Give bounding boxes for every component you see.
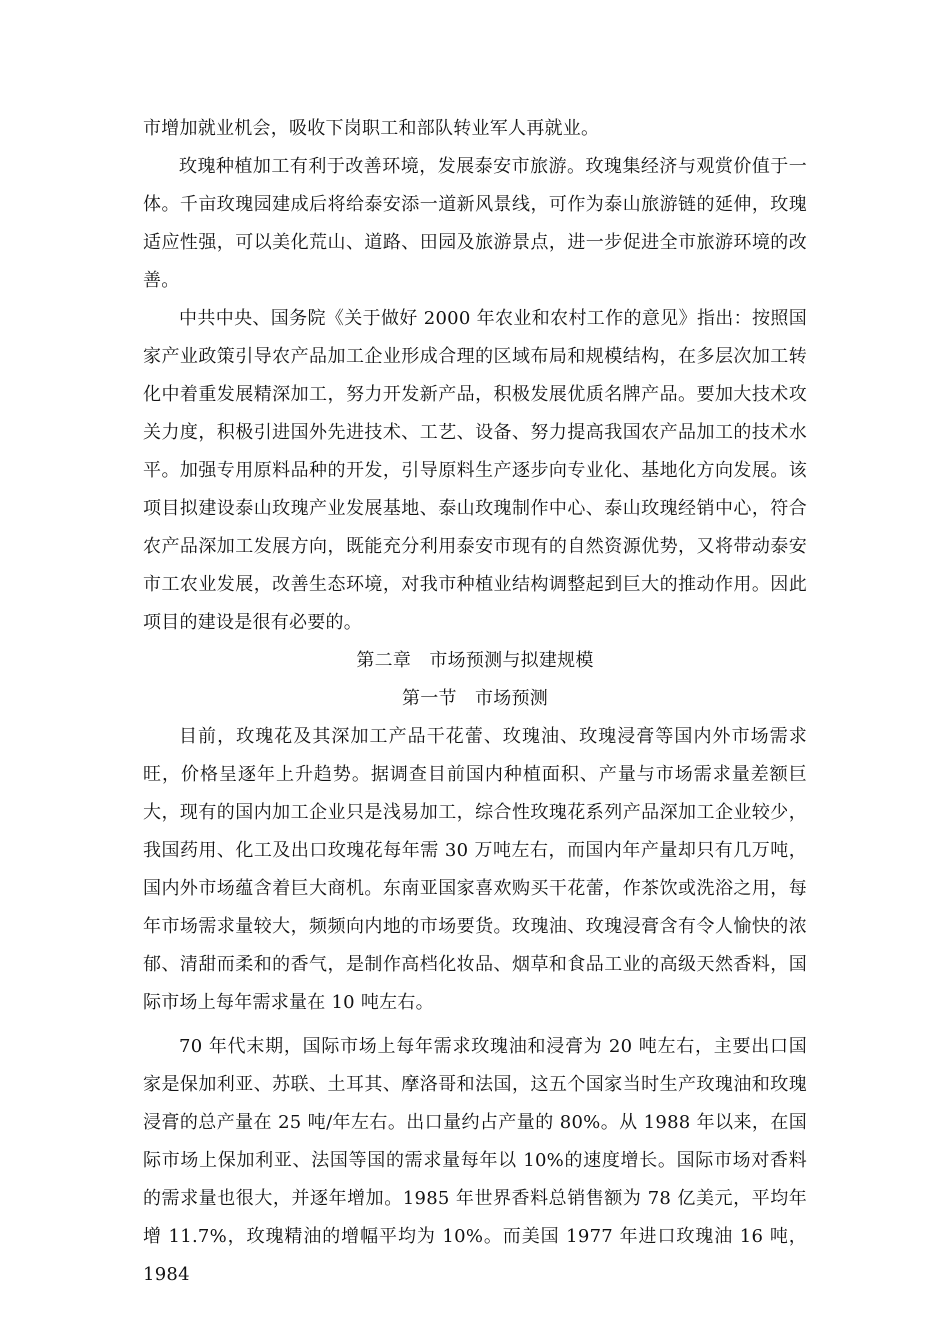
paragraph-continuation: 市增加就业机会，吸收下岗职工和部队转业军人再就业。 [143, 118, 600, 139]
section-heading: 第一节 市场预测 [402, 688, 548, 709]
paragraph-history: 70 年代末期，国际市场上每年需求玫瑰油和浸膏为 20 吨左右，主要出口国家是保加利亚、苏联、土耳其、摩洛哥和法国，这五个国家当时生产玫瑰油和玫瑰浸膏的总产量在 25 吨/年左右。出口量约占产量的 80%。从 1988 年以来，在国际市场上保加利亚、法国等国的需求量每年以 10%的速度增长。国际市场对香料的需求量也很大，并逐年增加。1985 年世界香料总销售额为 78 亿美元，平均年增 11.7%，玫瑰精油的增幅平均为 10%。而美国 1977 年进口玫瑰油 16 吨，1984 [143, 1036, 807, 1285]
chapter-heading: 第二章 市场预测与拟建规模 [356, 650, 594, 671]
paragraph-environment: 玫瑰种植加工有利于改善环境，发展泰安市旅游。玫瑰集经济与观赏价值于一体。千亩玫瑰园建成后将给泰安添一道新风景线，可作为泰山旅游链的延伸，玫瑰适应性强，可以美化荒山、道路、田园及旅游景点，进一步促进全市旅游环境的改善。 [143, 156, 807, 291]
paragraph-market: 目前，玫瑰花及其深加工产品干花蕾、玫瑰油、玫瑰浸膏等国内外市场需求旺，价格呈逐年上升趋势。据调查目前国内种植面积、产量与市场需求量差额巨大，现有的国内加工企业只是浅易加工，综合性玫瑰花系列产品深加工企业较少，我国药用、化工及出口玫瑰花每年需 30 万吨左右，而国内年产量却只有几万吨，国内外市场蕴含着巨大商机。东南亚国家喜欢购买干花蕾，作茶饮或洗浴之用，每年市场需求量较大，频频向内地的市场要货。玫瑰油、玫瑰浸膏含有令人愉快的浓郁、清甜而柔和的香气，是制作高档化妆品、烟草和食品工业的高级天然香料，国际市场上每年需求量在 10 吨左右。 [143, 726, 807, 1013]
paragraph-policy: 中共中央、国务院《关于做好 2000 年农业和农村工作的意见》指出：按照国家产业政策引导农产品加工企业形成合理的区域布局和规模结构，在多层次加工转化中着重发展精深加工，努力开发新产品，积极发展优质名牌产品。要加大技术攻关力度，积极引进国外先进技术、工艺、设备、努力提高我国农产品加工的技术水平。加强专用原料品种的开发，引导原料生产逐步向专业化、基地化方向发展。该项目拟建设泰山玫瑰产业发展基地、泰山玫瑰制作中心、泰山玫瑰经销中心，符合农产品深加工发展方向，既能充分利用泰安市现有的自然资源优势，又将带动泰安市工农业发展，改善生态环境，对我市种植业结构调整起到巨大的推动作用。因此项目的建设是很有必要的。 [143, 308, 807, 633]
document-body [143, 110, 807, 1294]
